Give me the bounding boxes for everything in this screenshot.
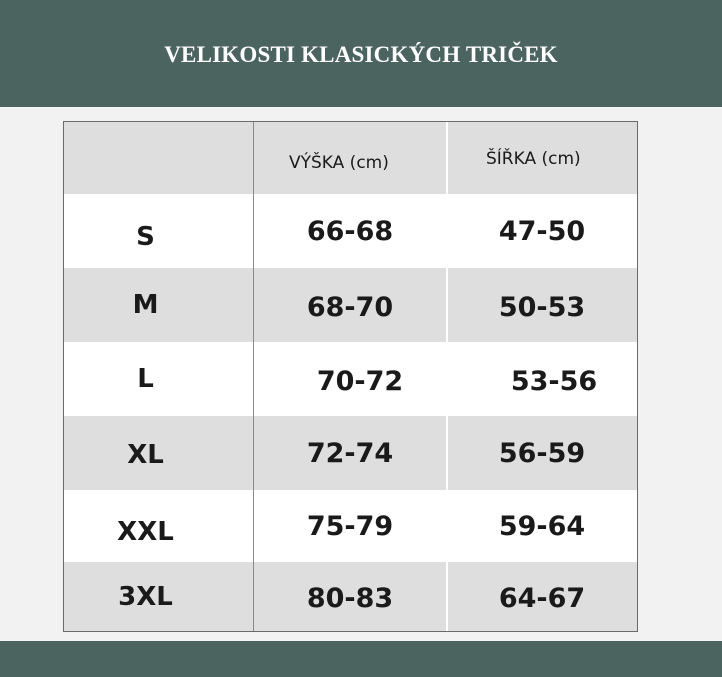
footer-band [0,641,722,677]
table-header-row [64,122,637,194]
width-cell: 59-64 [498,510,586,542]
size-table [63,121,638,632]
column-header-height: VÝŠKA (cm) [289,153,389,173]
width-cell: 47-50 [498,215,586,247]
height-cell: 70-72 [316,365,404,397]
height-cell: 75-79 [306,510,394,542]
size-cell: XXL [117,517,174,547]
size-cell: M [132,290,159,320]
size-cell: L [137,364,154,394]
size-cell: XL [127,440,164,470]
table-row [64,416,637,490]
width-cell: 56-59 [498,437,586,469]
height-cell: 72-74 [306,437,394,469]
width-cell: 50-53 [498,291,586,323]
width-cell: 64-67 [498,583,586,614]
table-row [64,342,637,416]
height-cell: 66-68 [306,215,394,247]
column-divider [253,122,254,631]
height-cell: 68-70 [306,291,394,323]
size-cell: S [136,222,155,252]
column-header-width: ŠÍŘKA (cm) [486,149,581,169]
table-row [64,194,637,268]
height-cell: 80-83 [306,583,394,614]
table-row [64,268,637,342]
table-row [64,490,637,562]
column-divider [446,122,448,631]
page-title: VELIKOSTI KLASICKÝCH TRIČEK [164,42,558,67]
size-cell: 3XL [118,581,173,612]
table-row [64,562,637,631]
width-cell: 53-56 [510,365,598,397]
title-banner [0,0,722,107]
